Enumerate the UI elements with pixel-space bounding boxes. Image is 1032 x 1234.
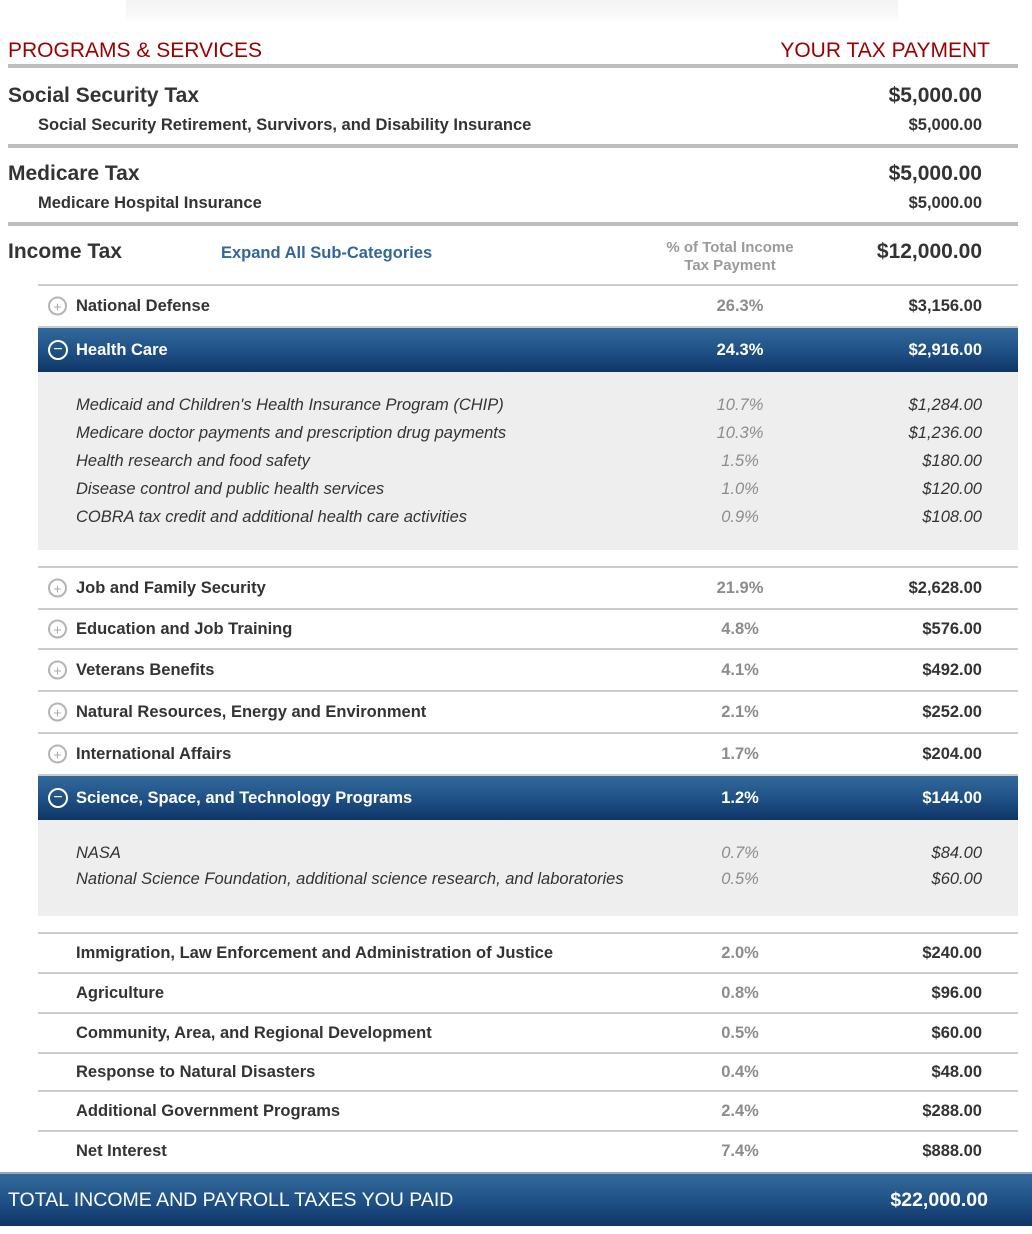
category-label: Veterans Benefits: [76, 660, 215, 679]
category-label: Job and Family Security: [76, 578, 266, 597]
category-label: Science, Space, and Technology Programs: [76, 788, 413, 807]
category-label: Education and Job Training: [76, 619, 293, 638]
plus-circle-icon[interactable]: +: [48, 297, 67, 316]
category-pct: 2.1%: [721, 702, 759, 721]
pct-header-line1: % of Total Income: [666, 239, 794, 256]
category-row-veterans[interactable]: [38, 648, 1018, 690]
category-pct: 1.2%: [721, 788, 759, 807]
pct-header-line2: Tax Payment: [684, 257, 776, 274]
detail-label: Health research and food safety: [76, 452, 310, 470]
category-label: Health Care: [76, 340, 168, 359]
detail-amount: $60.00: [931, 870, 982, 888]
category-pct: 2.4%: [721, 1101, 759, 1120]
category-row-community-development: [38, 1012, 1018, 1052]
category-row-international-affairs[interactable]: [38, 732, 1018, 774]
pct-column-header: [640, 239, 820, 275]
minus-circle-icon[interactable]: −: [48, 340, 68, 360]
category-amount: $48.00: [931, 1062, 982, 1081]
social-security-title: Social Security Tax: [8, 84, 200, 107]
category-row-education[interactable]: [38, 608, 1018, 648]
plus-circle-icon[interactable]: +: [48, 661, 67, 680]
expand-all-link[interactable]: Expand All Sub-Categories: [221, 244, 433, 262]
category-row-additional-programs: [38, 1090, 1018, 1130]
category-amount: $204.00: [922, 744, 982, 763]
category-row-national-defense[interactable]: [38, 284, 1018, 326]
category-pct: 26.3%: [716, 296, 764, 315]
detail-label: Medicare doctor payments and prescription drug payments: [76, 424, 507, 442]
category-row-natural-resources[interactable]: [38, 690, 1018, 732]
category-label: International Affairs: [76, 744, 232, 763]
spacer: [38, 916, 1018, 932]
detail-amount: $180.00: [922, 452, 982, 470]
category-amount: $492.00: [922, 660, 982, 679]
plus-circle-icon[interactable]: +: [48, 745, 67, 764]
category-amount: $240.00: [922, 943, 982, 962]
category-amount: $888.00: [922, 1141, 982, 1160]
top-shadow: [126, 0, 898, 24]
plus-circle-icon[interactable]: +: [48, 620, 67, 639]
medicare-title: Medicare Tax: [8, 162, 140, 185]
category-label: Additional Government Programs: [76, 1101, 341, 1120]
detail-row: [38, 866, 1018, 894]
category-pct: 24.3%: [716, 340, 764, 359]
category-pct: 7.4%: [721, 1141, 759, 1160]
detail-pct: 10.3%: [716, 424, 764, 442]
category-label: Response to Natural Disasters: [76, 1062, 316, 1081]
detail-pct: 1.5%: [721, 452, 759, 470]
category-row-net-interest: [38, 1130, 1018, 1170]
social-security-sub-amount: $5,000.00: [908, 116, 982, 134]
category-row-natural-disasters: [38, 1052, 1018, 1090]
detail-label: COBRA tax credit and additional health care activities: [76, 508, 468, 526]
your-tax-payment-heading: YOUR TAX PAYMENT: [780, 39, 990, 62]
category-amount: $2,916.00: [908, 340, 982, 359]
table-header: [8, 38, 1018, 68]
detail-pct: 0.5%: [721, 870, 759, 888]
programs-services-heading: PROGRAMS & SERVICES: [8, 39, 263, 62]
category-pct: 0.4%: [721, 1062, 759, 1081]
category-amount: $144.00: [922, 788, 982, 807]
category-pct: 21.9%: [716, 578, 764, 597]
category-amount: $2,628.00: [908, 578, 982, 597]
medicare-sub-amount: $5,000.00: [908, 194, 982, 212]
detail-label: National Science Foundation, additional science research, and laboratories: [76, 870, 624, 888]
category-label: Immigration, Law Enforcement and Administration of Justice: [76, 943, 554, 962]
category-pct: 4.1%: [721, 660, 759, 679]
category-pct: 0.5%: [721, 1023, 759, 1042]
category-label: Natural Resources, Energy and Environment: [76, 702, 427, 721]
minus-circle-icon[interactable]: −: [48, 788, 68, 808]
category-amount: $576.00: [922, 619, 982, 638]
income-tax-amount: $12,000.00: [876, 240, 982, 263]
detail-row: [38, 392, 1018, 420]
detail-row: [38, 476, 1018, 504]
total-label: TOTAL INCOME AND PAYROLL TAXES YOU PAID: [8, 1189, 454, 1211]
medicare-sub-label: Medicare Hospital Insurance: [38, 194, 262, 212]
detail-amount: $1,284.00: [908, 396, 982, 414]
detail-amount: $108.00: [922, 508, 982, 526]
detail-label: Medicaid and Children's Health Insurance Program (CHIP): [76, 396, 504, 414]
detail-pct: 10.7%: [716, 396, 764, 414]
category-amount: $252.00: [922, 702, 982, 721]
social-security-sub-label: Social Security Retirement, Survivors, and Disability Insurance: [38, 116, 532, 134]
category-label: Community, Area, and Regional Development: [76, 1023, 432, 1042]
category-row-health-care[interactable]: [38, 326, 1018, 372]
category-amount: $288.00: [922, 1101, 982, 1120]
category-row-agriculture: [38, 972, 1018, 1012]
spacer: [38, 550, 1018, 566]
category-pct: 1.7%: [721, 744, 759, 763]
category-row-job-family-security[interactable]: [38, 566, 1018, 608]
income-tax-title: Income Tax: [8, 240, 122, 263]
detail-label: NASA: [76, 844, 121, 862]
detail-label: Disease control and public health services: [76, 480, 385, 498]
detail-pct: 0.7%: [721, 844, 759, 862]
detail-pct: 1.0%: [721, 480, 759, 498]
medicare-amount: $5,000.00: [888, 162, 982, 185]
category-label: National Defense: [76, 296, 210, 315]
category-row-science-space-technology[interactable]: [38, 774, 1018, 820]
detail-amount: $84.00: [931, 844, 982, 862]
category-pct: 4.8%: [721, 619, 759, 638]
total-amount: $22,000.00: [890, 1189, 988, 1211]
detail-row: [38, 504, 1018, 530]
category-amount: $96.00: [931, 983, 982, 1002]
category-label: Net Interest: [76, 1141, 167, 1160]
health-care-details: [38, 372, 1018, 550]
total-bar: [0, 1172, 1032, 1226]
detail-amount: $120.00: [922, 480, 982, 498]
income-tax-categories: [38, 284, 1018, 1170]
science-details: [38, 820, 1018, 916]
detail-pct: 0.9%: [721, 508, 759, 526]
category-pct: 0.8%: [721, 983, 759, 1002]
detail-amount: $1,236.00: [908, 424, 982, 442]
detail-row: [38, 840, 1018, 866]
plus-circle-icon[interactable]: +: [48, 579, 67, 598]
detail-row: [38, 448, 1018, 476]
category-label: Agriculture: [76, 983, 165, 1002]
social-security-amount: $5,000.00: [888, 84, 982, 107]
category-pct: 2.0%: [721, 943, 759, 962]
detail-row: [38, 420, 1018, 448]
category-amount: $60.00: [931, 1023, 982, 1042]
social-security-section: [8, 72, 1018, 148]
medicare-section: [8, 148, 1018, 226]
plus-circle-icon[interactable]: +: [48, 703, 67, 722]
category-row-immigration-justice: [38, 932, 1018, 972]
category-amount: $3,156.00: [908, 296, 982, 315]
